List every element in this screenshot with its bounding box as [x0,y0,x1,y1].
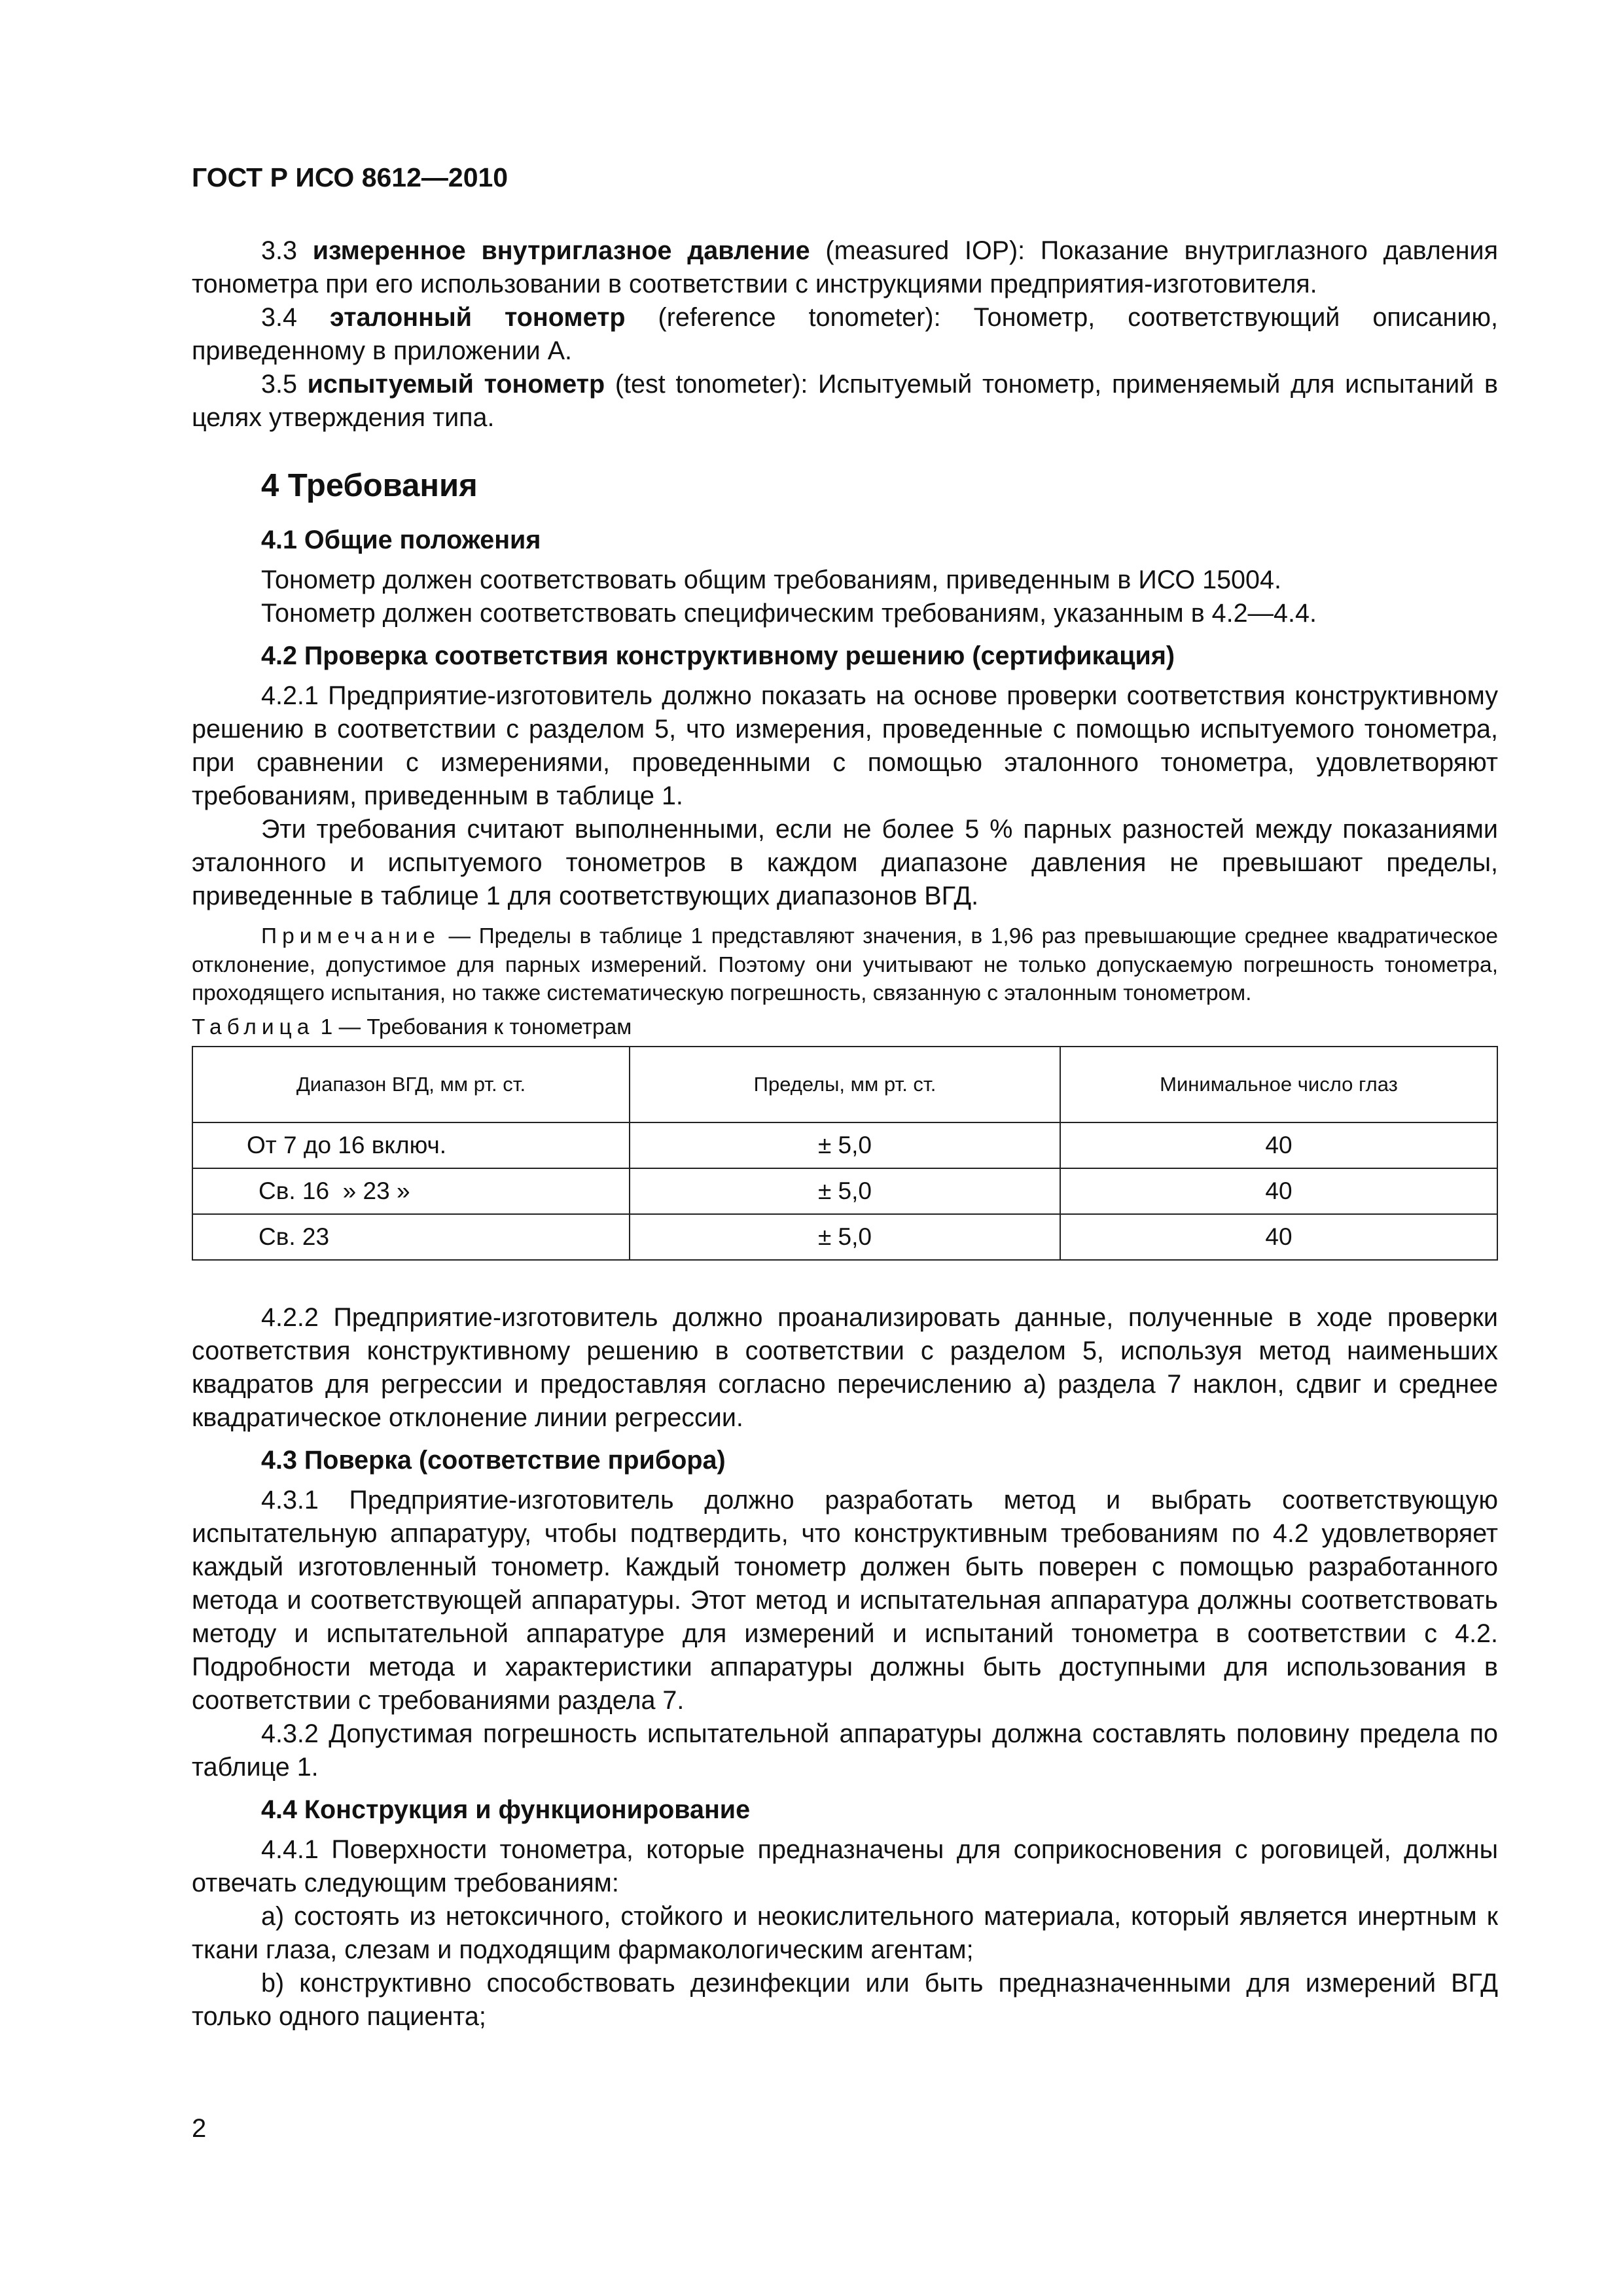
table-cell: 40 [1060,1168,1497,1214]
paragraph-4-4-1: 4.4.1 Поверхности тонометра, которые предназначены для соприкосновения с роговицей, должны отвечать следующим требованиям: [192,1835,1498,1897]
definition-3-3 [192,234,1498,301]
paragraph-4-2-1-b: Эти требования считают выполненными, если не более 5 % парных разностей между показаниями эталонного и испытуемого тонометров в каждом диапазоне давления не превышают пределы, приведенные в таблице 1 для соответствующих диапазонов ВГД. [192,815,1498,910]
definition-number: 3.3 [261,236,297,265]
definition-number: 3.5 [261,370,297,399]
page-body [192,234,1498,2034]
table-cell: ± 5,0 [630,1214,1060,1260]
definition-3-4 [192,301,1498,368]
table-cell [192,1168,630,1214]
table-cell-text: Св. 23 [259,1223,330,1250]
paragraph-4-3-2: 4.3.2 Допустимая погрешность испытательной аппаратуры должна составлять половину предела по таблице 1. [192,1719,1498,1782]
table-header-row [192,1047,1497,1122]
table-row [192,1122,1497,1168]
table-cell [192,1122,630,1168]
table-label: Таблица [192,1014,315,1039]
definition-term: измеренное внутриглазное давление [312,236,810,265]
note-label: Примечание [261,924,440,948]
table-cell-text: От 7 до 16 включ. [247,1132,447,1158]
definition-term: испытуемый тонометр [307,370,605,399]
table-caption [192,1014,1498,1041]
definition-text: (measured IOP): Показание внутриглазного давления тонометра при его использовании в соответствии с инструкциями предприятия-изготовителя. [192,236,1498,298]
note [192,922,1498,1008]
section-4-1-title: 4.1 Общие положения [261,526,541,554]
definition-term: эталонный тонометр [329,303,626,332]
section-4-4-title: 4.4 Конструкция и функционирование [261,1795,751,1824]
paragraph-4-1-a: Тонометр должен соответствовать общим требованиям, приведенным в ИСО 15004. [261,565,1281,594]
definition-text: (test tonometer): Испытуемый тонометр, применяемый для испытаний в целях утверждения типа. [192,370,1498,432]
table-header-cell: Минимальное число глаз [1060,1047,1497,1122]
definition-3-5 [192,368,1498,435]
document-header: ГОСТ Р ИСО 8612—2010 [192,162,508,192]
note-text: — Пределы в таблице 1 представляют значения, в 1,96 раз превышающие среднее квадратическое отклонение, допустимое для парных измерений. Поэтому они учитывают не только допускаемую погрешность тонометра, проходящего испытания, но также систематическую погрешность, связанную с эталонным тонометром. [192,924,1498,1005]
definition-number: 3.4 [261,303,297,332]
table-cell-text: Св. 16 » 23 » [259,1177,410,1204]
table-cell: 40 [1060,1214,1497,1260]
paragraph-4-3-1: 4.3.1 Предприятие-изготовитель должно разработать метод и выбрать соответствующую испытательную аппаратуру, чтобы подтвердить, что конструктивным требованиям по 4.2 удовлетворяет каждый изготовленный тонометр. Каждый тонометр должен быть поверен с помощью разработанного метода и соответствующей аппаратуры. Этот метод и испытательная аппаратура должны соответствовать методу и испытательной аппаратуре для измерений и испытаний тонометра в соответствии с 4.2. Подробности метода и характеристики аппаратуры должны быть доступными для использования в соответствии с требованиями раздела 7. [192,1485,1498,1715]
table-cell: ± 5,0 [630,1122,1060,1168]
paragraph-4-2-1: 4.2.1 Предприятие-изготовитель должно показать на основе проверки соответствия конструктивному решению в соответствии с разделом 5, что измерения, проведенные с помощью испытуемого тонометра, при сравнении с измерениями, проведенными с помощью эталонного тонометра, удовлетворяют требованиям, приведенным в таблице 1. [192,681,1498,810]
table-cell: 40 [1060,1122,1497,1168]
table-caption-text: 1 — Требования к тонометрам [314,1014,632,1039]
section-4-3-title: 4.3 Поверка (соответствие прибора) [261,1445,726,1475]
table-cell [192,1214,630,1260]
requirements-table [192,1046,1498,1261]
table-row [192,1214,1497,1260]
table-header-cell: Диапазон ВГД, мм рт. ст. [192,1047,630,1122]
section-4-title: 4 Требования [261,468,478,503]
page-number: 2 [192,2114,207,2143]
table-cell: ± 5,0 [630,1168,1060,1214]
section-4-2-title: 4.2 Проверка соответствия конструктивному решению (сертификация) [261,641,1175,670]
definition-text: (reference tonometer): Тонометр, соответствующий описанию, приведенному в приложении А. [192,303,1498,365]
list-item-a: а) состоять из нетоксичного, стойкого и неокислительного материала, который является инертным к ткани глаза, слезам и подходящим фармакологическим агентам; [192,1901,1498,1964]
paragraph-4-2-2: 4.2.2 Предприятие-изготовитель должно проанализировать данные, полученные в ходе проверки соответствия конструктивному решению в соответствии с разделом 5, используя метод наименьших квадратов для регрессии и предоставляя согласно перечислению а) раздела 7 наклон, сдвиг и среднее квадратическое отклонение линии регрессии. [192,1302,1498,1432]
list-item-b: b) конструктивно способствовать дезинфекции или быть предназначенными для измерений ВГД только одного пациента; [192,1968,1498,2031]
table-header-cell: Пределы, мм рт. ст. [630,1047,1060,1122]
table-row [192,1168,1497,1214]
paragraph-4-1-b: Тонометр должен соответствовать специфическим требованиям, указанным в 4.2—4.4. [261,599,1317,628]
